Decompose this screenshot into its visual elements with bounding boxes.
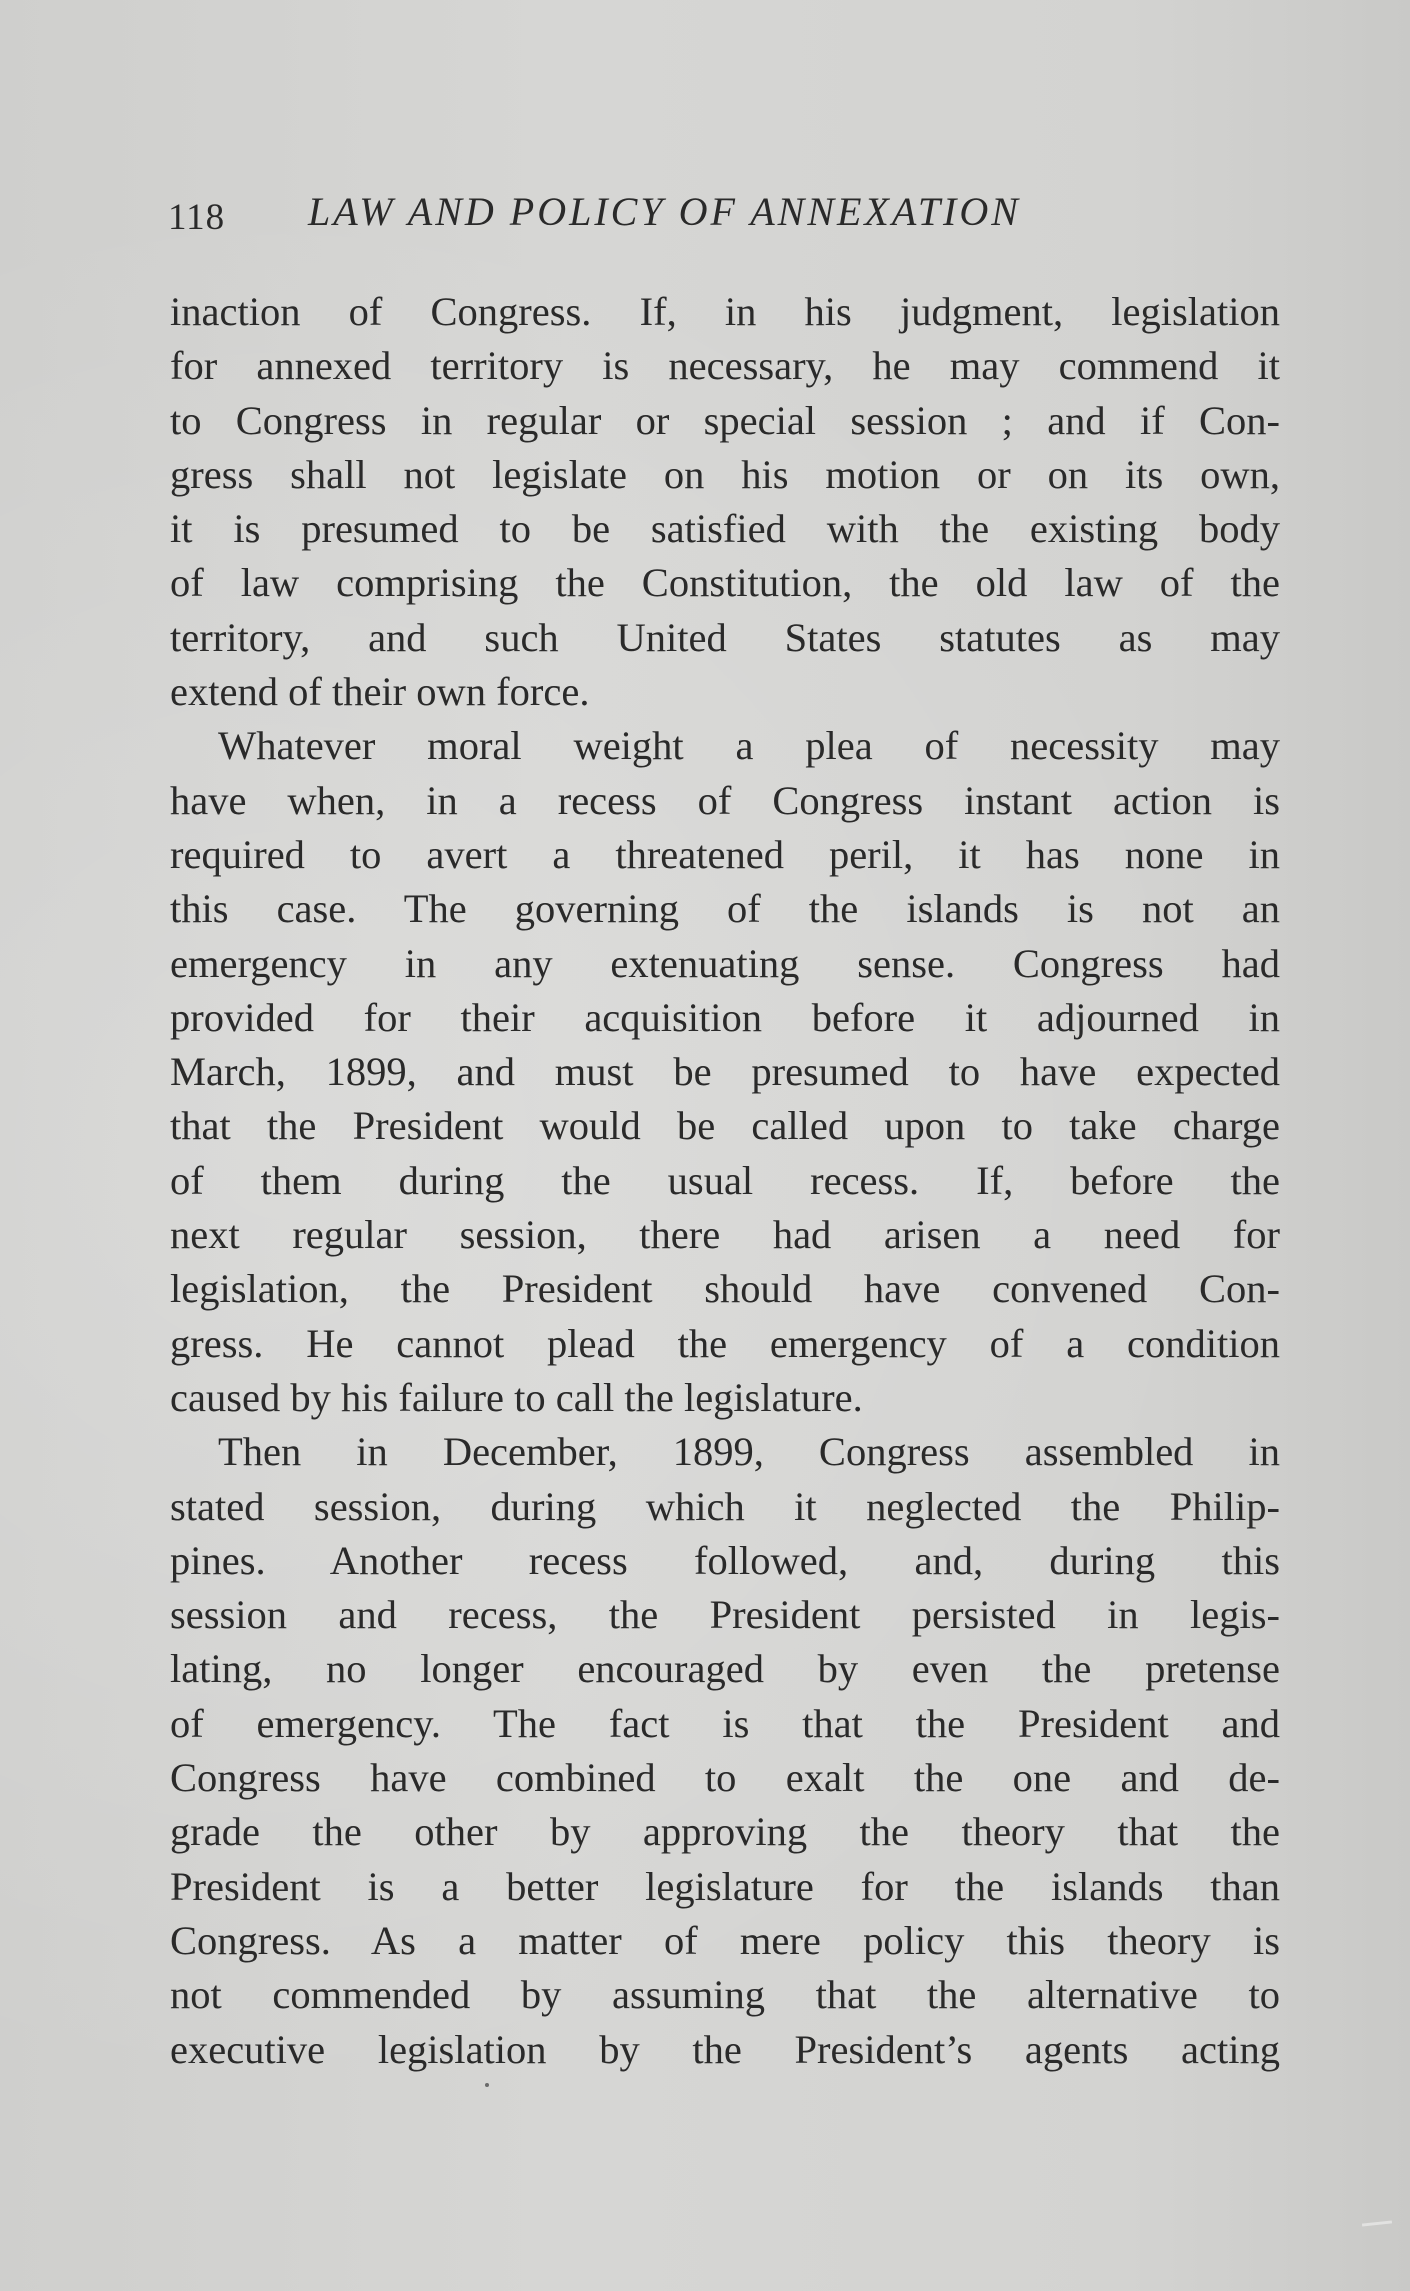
text-line: of emergency. The fact is that the President and [170, 1700, 1280, 1746]
text-line: President is a better legislature for the islands than [170, 1863, 1280, 1909]
text-line: required to avert a threatened peril, it has none in [170, 831, 1280, 877]
text-line: gress shall not legislate on his motion or on its own, [170, 451, 1280, 497]
running-head [168, 188, 1148, 248]
text-line: Congress. As a matter of mere policy this theory is [170, 1917, 1280, 1963]
text-line: next regular session, there had arisen a need for [170, 1212, 1280, 1258]
text-line: provided for their acquisition before it adjourned in [170, 994, 1280, 1040]
text-line: Then in December, 1899, Congress assembled in [218, 1429, 1280, 1475]
text-line: Congress have combined to exalt the one and de- [170, 1755, 1280, 1801]
paper-scratch [1362, 2220, 1392, 2226]
text-line: Whatever moral weight a plea of necessity may [218, 723, 1280, 769]
text-line: it is presumed to be satisfied with the existing body [170, 506, 1280, 552]
text-line: to Congress in regular or special session ; and if Con- [170, 397, 1280, 443]
text-line: territory, and such United States statutes as may [170, 614, 1280, 660]
text-line: stated session, during which it neglected the Philip- [170, 1483, 1280, 1529]
text-line: grade the other by approving the theory that the [170, 1809, 1280, 1855]
text-line: March, 1899, and must be presumed to have expected [170, 1049, 1280, 1095]
body-text [170, 285, 1280, 2077]
text-line: this case. The governing of the islands is not an [170, 886, 1280, 932]
text-line: that the President would be called upon to take charge [170, 1103, 1280, 1149]
text-line: pines. Another recess followed, and, during this [170, 1537, 1280, 1583]
text-line: session and recess, the President persisted in legis- [170, 1592, 1280, 1638]
text-line: of them during the usual recess. If, before the [170, 1157, 1280, 1203]
paper-speck [485, 2083, 489, 2087]
text-line: gress. He cannot plead the emergency of a condition [170, 1320, 1280, 1366]
text-line: of law comprising the Constitution, the old law of the [170, 560, 1280, 606]
text-line: for annexed territory is necessary, he may commend it [170, 343, 1280, 389]
text-line: have when, in a recess of Congress instant action is [170, 777, 1280, 823]
running-title: LAW AND POLICY OF ANNEXATION [308, 189, 1021, 234]
text-line: inaction of Congress. If, in his judgment, legislation [170, 289, 1280, 334]
text-line: lating, no longer encouraged by even the pretense [170, 1646, 1280, 1692]
text-line: caused by his failure to call the legislature. [170, 1374, 863, 1420]
page-number: 118 [168, 197, 226, 238]
text-line: extend of their own force. [170, 669, 590, 715]
text-line: executive legislation by the President’s agents acting [170, 2026, 1280, 2072]
text-line: not commended by assuming that the alternative to [170, 1972, 1280, 2018]
text-line: emergency in any extenuating sense. Congress had [170, 940, 1280, 986]
text-line: legislation, the President should have convened Con- [170, 1266, 1280, 1312]
